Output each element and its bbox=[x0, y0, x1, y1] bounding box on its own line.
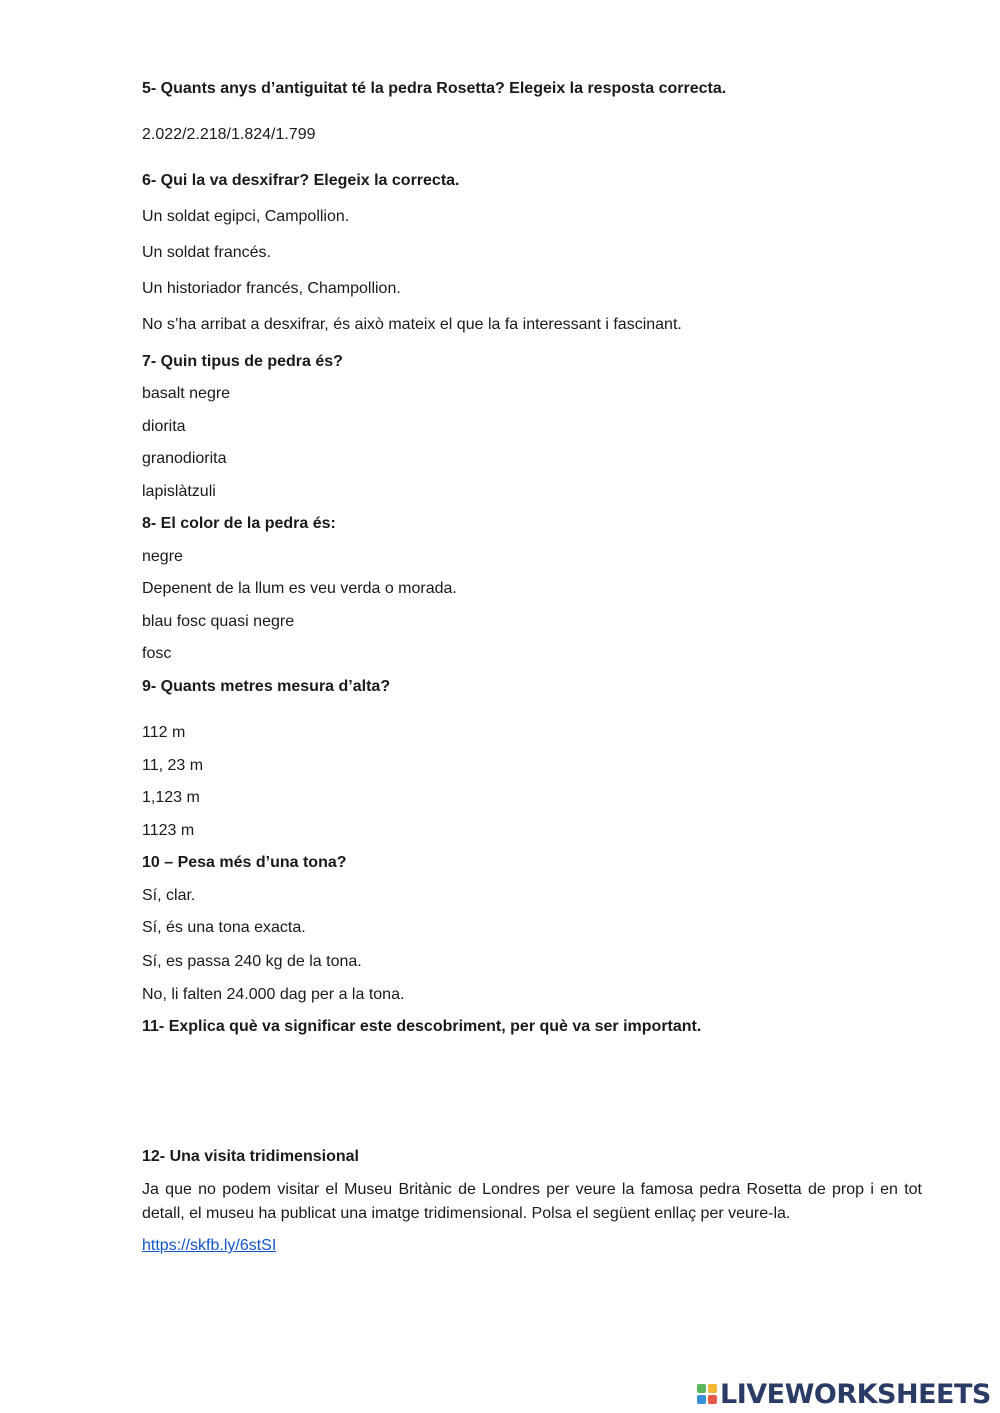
question-9-title: 9- Quants metres mesura d’alta? bbox=[142, 678, 391, 695]
question-9-option: 11, 23 m bbox=[142, 757, 204, 774]
question-10-title: 10 – Pesa més d’una tona? bbox=[142, 854, 347, 871]
question-10-option: Sí, és una tona exacta. bbox=[142, 919, 306, 936]
question-7-option: diorita bbox=[142, 418, 186, 435]
question-12-paragraph: Ja que no podem visitar el Museu Britànic de Londres per veure la famosa pedra Rosetta de prop i en tot detall, el museu ha publicat una imatge tridimensional. Polsa el següent enllaç per veure-la. bbox=[142, 1181, 922, 1222]
question-6-title: 6- Qui la va desxifrar? Elegeix la correcta. bbox=[142, 172, 460, 189]
question-8-option: fosc bbox=[142, 645, 172, 662]
question-8-option: negre bbox=[142, 548, 183, 565]
question-10-option: Sí, es passa 240 kg de la tona. bbox=[142, 953, 362, 970]
question-6-option: No s’ha arribat a desxifrar, és això mateix el que la fa interessant i fascinant. bbox=[142, 316, 682, 333]
question-5-title: 5- Quants anys d’antiguitat té la pedra Rosetta? Elegeix la resposta correcta. bbox=[142, 80, 727, 97]
logo-mark-icon bbox=[697, 1384, 717, 1404]
question-10-option: Sí, clar. bbox=[142, 887, 196, 904]
question-9-option: 112 m bbox=[142, 724, 186, 741]
question-5-options: 2.022/2.218/1.824/1.799 bbox=[142, 126, 316, 143]
liveworksheets-logo bbox=[697, 1379, 991, 1409]
question-6-option: Un historiador francés, Champollion. bbox=[142, 280, 401, 297]
question-9-option: 1123 m bbox=[142, 822, 195, 839]
question-12-title: 12- Una visita tridimensional bbox=[142, 1148, 359, 1165]
question-7-option: granodiorita bbox=[142, 450, 227, 467]
question-6-option: Un soldat egipci, Campollion. bbox=[142, 208, 350, 225]
question-8-title: 8- El color de la pedra és: bbox=[142, 515, 336, 532]
question-7-option: lapislàtzuli bbox=[142, 483, 216, 500]
question-8-option: Depenent de la llum es veu verda o morada. bbox=[142, 580, 457, 597]
question-9-option: 1,123 m bbox=[142, 789, 200, 806]
3d-model-link[interactable]: https://skfb.ly/6stSI bbox=[142, 1237, 277, 1254]
question-7-option: basalt negre bbox=[142, 385, 231, 402]
question-10-option: No, li falten 24.000 dag per a la tona. bbox=[142, 986, 405, 1003]
question-6-option: Un soldat francés. bbox=[142, 244, 271, 261]
question-7-title: 7- Quin tipus de pedra és? bbox=[142, 353, 343, 370]
logo-text: LIVEWORKSHEETS bbox=[720, 1378, 991, 1410]
question-8-option: blau fosc quasi negre bbox=[142, 613, 295, 630]
question-11-title: 11- Explica què va significar este descobriment, per què va ser important. bbox=[142, 1018, 702, 1035]
